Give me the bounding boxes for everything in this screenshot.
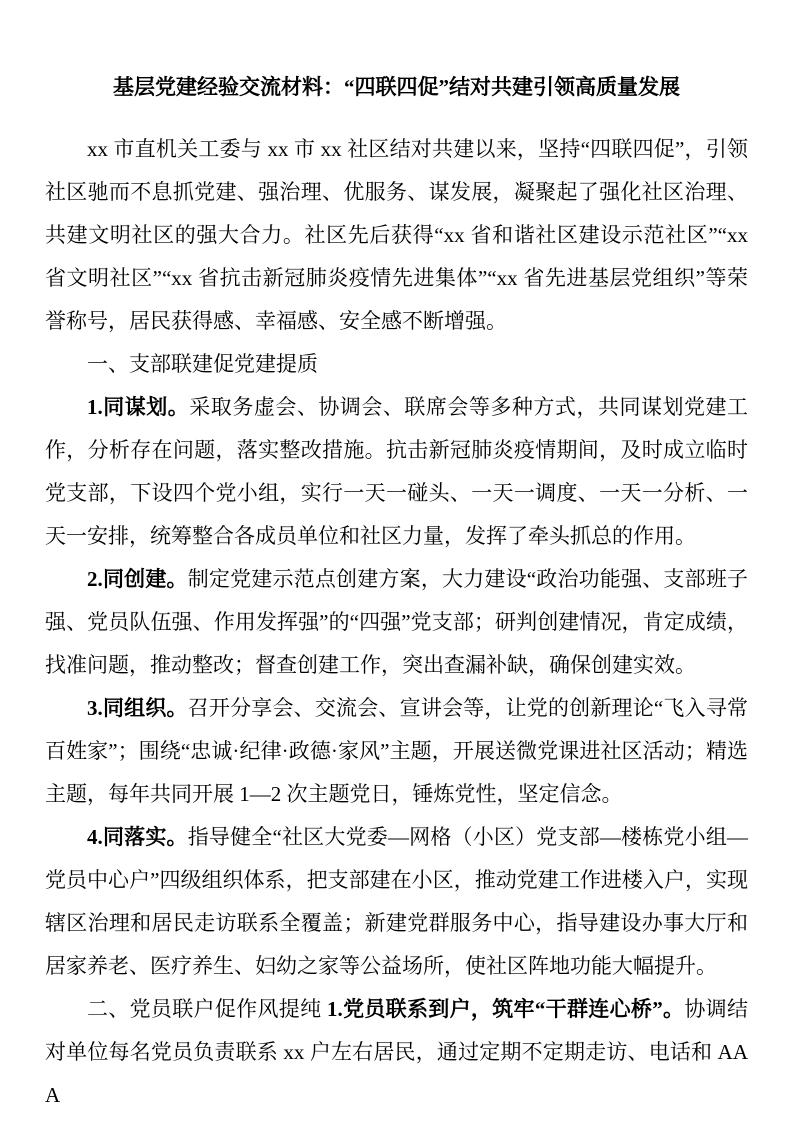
text-run: 采取务虚会、协调会、联席会等多种方式，共同谋划党建工作，分析存在问题，落实整改措施。抗击新冠肺炎疫情期间，及时成立临时党支部，下设四个党小组，实行一天一碰头、一天一调度、一天一分析、一天一安排，统筹整合各成员单位和社区力量，发挥了牵头抓总的作用。 <box>45 395 749 548</box>
text-run: 二、党员联户促作风提纯 <box>87 997 327 1021</box>
section-2-paragraph <box>45 988 748 1117</box>
text-run: xx 市直机关工委与 xx 市 xx 社区结对共建以来，坚持“四联四促”，引领社区驰而不息抓党建、强治理、优服务、谋发展，凝聚起了强化社区治理、共建文明社区的强大合力。社区先后获得“xx 省和谐社区建设示范社区”“xx 省文明社区”“xx 省抗击新冠肺炎疫情先进集体”“xx 省先进基层党组织”等荣誉称号，居民获得感、幸福感、安全感不断增强。 <box>45 137 748 333</box>
point-2-paragraph <box>45 558 748 687</box>
bold-text-run: 1.党员联系到户，筑牢“干群连心桥”。 <box>327 997 685 1021</box>
point-3-paragraph <box>45 687 748 816</box>
bold-text-run: 4.同落实。 <box>87 825 188 849</box>
text-run: 召开分享会、交流会、宣讲会等，让党的创新理论“飞入寻常百姓家”；围绕“忠诚·纪律·政德·家风”主题，开展送微党课进社区活动；精选主题，每年共同开展 1—2 次主题党日，锤炼党性，坚定信念。 <box>45 696 749 806</box>
section-1-heading <box>45 343 748 386</box>
text-run: 协调结对单位每名党员负责联系 xx 户左右居民，通过定期不定期走访、电话和 AAA <box>45 997 748 1107</box>
text-run: 制定党建示范点创建方案，大力建设“政治功能强、支部班子强、党员队伍强、作用发挥强”的“四强”党支部；研判创建情况，肯定成绩，找准问题，推动整改；督查创建工作，突出查漏补缺，确保创建实效。 <box>45 567 749 677</box>
point-1-paragraph <box>45 386 748 558</box>
text-run: 指导健全“社区大党委—网格（小区）党支部—楼栋党小组—党员中心户”四级组织体系，把支部建在小区，推动党建工作进楼入户，实现辖区治理和居民走访联系全覆盖；新建党群服务中心，指导建设办事大厅和居家养老、医疗养生、妇幼之家等公益场所，使社区阵地功能大幅提升。 <box>45 825 749 978</box>
point-4-paragraph <box>45 816 748 988</box>
bold-text-run: 2.同创建。 <box>87 567 188 591</box>
bold-text-run: 3.同组织。 <box>87 696 188 720</box>
document-title: 基层党建经验交流材料：“四联四促”结对共建引领高质量发展 <box>113 75 680 99</box>
document-body <box>45 128 748 1117</box>
intro-paragraph <box>45 128 748 343</box>
bold-text-run: 1.同谋划。 <box>87 395 190 419</box>
text-run: 一、支部联建促党建提质 <box>87 352 318 376</box>
